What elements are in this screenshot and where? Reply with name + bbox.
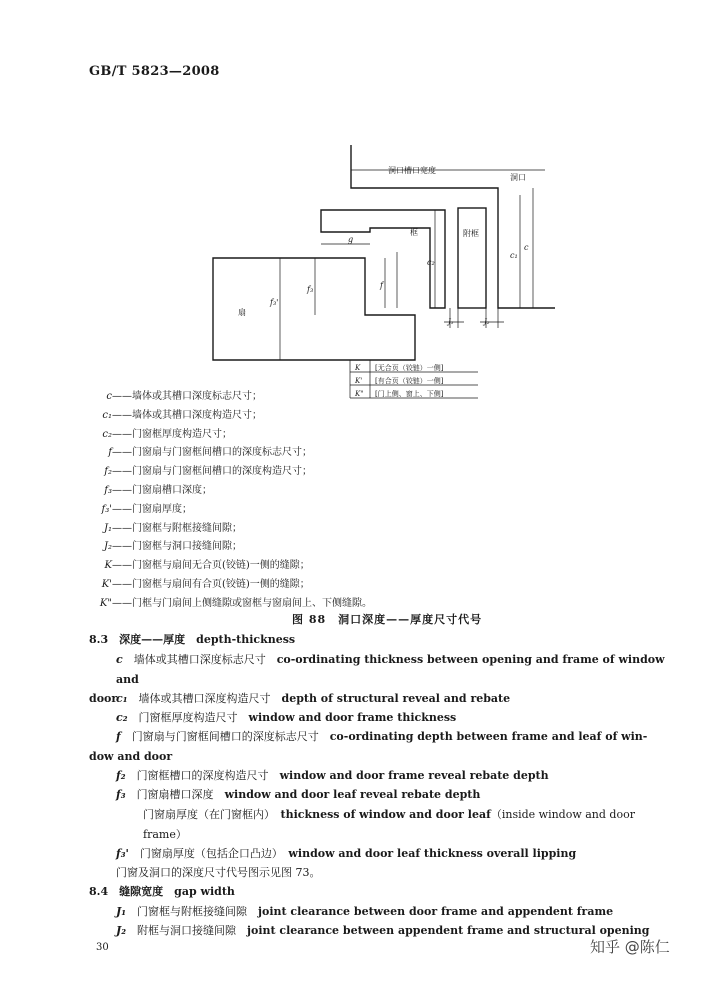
page-number: 30 [96, 942, 109, 953]
legend-item: f——门窗扇与门窗框间槽口的深度标志尺寸； [108, 447, 312, 459]
label-c2: c₂ [427, 258, 435, 267]
label-sub-frame: 附框 [463, 229, 479, 238]
depth-thickness-diagram [200, 140, 560, 400]
term-f2: f₂ 门窗框槽口的深度构造尺寸 window and door frame reveal rebate depth [116, 769, 549, 782]
legend-item: f₃'——门窗扇厚度； [101, 503, 192, 515]
watermark: 知乎 @陈仁 [590, 938, 670, 956]
note-see-figure: 门窗及洞口的深度尺寸代号图示见图 73。 [116, 866, 321, 879]
k-row-sym: K" [355, 390, 364, 398]
legend-item: c₁——墙体或其槽口深度构造尺寸； [102, 409, 262, 421]
term-j2: J₂ 附框与洞口接缝间隙 joint clearance between appendent frame and structural opening [116, 924, 650, 937]
label-f: f [380, 281, 383, 290]
k-row-sym: K [355, 364, 361, 372]
legend-item: K"——门框与门扇间上侧缝隙或窗框与窗扇间上、下侧缝隙。 [99, 597, 372, 609]
term-c: c 墙体或其槽口深度标志尺寸 co-ordinating thickness between opening and frame of window and door [89, 653, 665, 705]
label-c: c [524, 243, 529, 252]
k-row-text: [有合页（铰链）一侧] [375, 377, 444, 385]
legend-item: J₂——门窗框与洞口接缝间隙； [103, 541, 242, 553]
legend-item: f₃——门窗扇槽口深度； [104, 484, 212, 496]
term-j1: J₁ 门窗框与附框接缝间隙 joint clearance between door frame and appendent frame [116, 905, 614, 918]
legend-item: K'——门窗框与扇间有合页(铰链)一侧的缝隙； [101, 578, 310, 590]
legend-item: c₂——门窗框厚度构造尺寸； [102, 428, 232, 440]
legend-item: K——门窗框与扇间无合页(铰链)一侧的缝隙； [104, 560, 310, 572]
k-row-text: [门上侧、窗上、下侧] [375, 390, 444, 398]
symbol-legend [78, 388, 372, 614]
label-opening-width: 洞口槽口宽度 [388, 166, 436, 175]
label-f3: f₃ [307, 285, 314, 294]
label-j2: J₂ [484, 318, 490, 326]
term-c1: c₁ 墙体或其槽口深度构造尺寸 depth of structural reveal and rebate [116, 692, 511, 705]
section-heading-8-3: 8.3 深度——厚度 depth-thickness [89, 633, 296, 646]
label-j1: J₁ [448, 318, 454, 326]
k-row-text: [无合页（铰链）一侧] [375, 364, 444, 372]
legend-item: J₁——门窗框与附框接缝间隙； [103, 522, 242, 534]
label-leaf: 扇 [238, 308, 246, 317]
section-heading-8-4: 8.4 缝隙宽度 gap width [89, 885, 235, 898]
term-f3p: f₃' 门窗扇厚度（包括企口凸边） window and door leaf thickness overall lipping [116, 847, 577, 860]
term-leaf-thickness: 门窗扇厚度（在门窗框内） thickness of window and door leaf（inside window and door frame） [143, 808, 635, 841]
figure-caption: 图 88 洞口深度——厚度尺寸代号 [292, 613, 483, 626]
label-f3p: f₃' [270, 298, 279, 307]
term-f: f 门窗扇与门窗框间槽口的深度标志尺寸 co-ordinating depth between frame and leaf of win- dow and door [89, 730, 648, 763]
k-row-sym: K' [355, 377, 363, 385]
label-opening: 洞口 [510, 173, 526, 182]
term-f3: f₃ 门窗扇槽口深度 window and door leaf reveal rebate depth [116, 788, 481, 801]
label-frame: 框 [410, 228, 418, 237]
legend-item: f₂——门窗扇与门窗框间槽口的深度构造尺寸； [104, 466, 312, 478]
label-g: g [348, 235, 354, 244]
legend-item: c——墙体或其槽口深度标志尺寸； [106, 391, 262, 402]
standard-code: GB/T 5823—2008 [89, 64, 220, 79]
sub-frame [458, 208, 486, 308]
term-c2: c₂ 门窗框厚度构造尺寸 window and door frame thickness [116, 711, 457, 724]
label-c1: c₁ [510, 251, 518, 260]
